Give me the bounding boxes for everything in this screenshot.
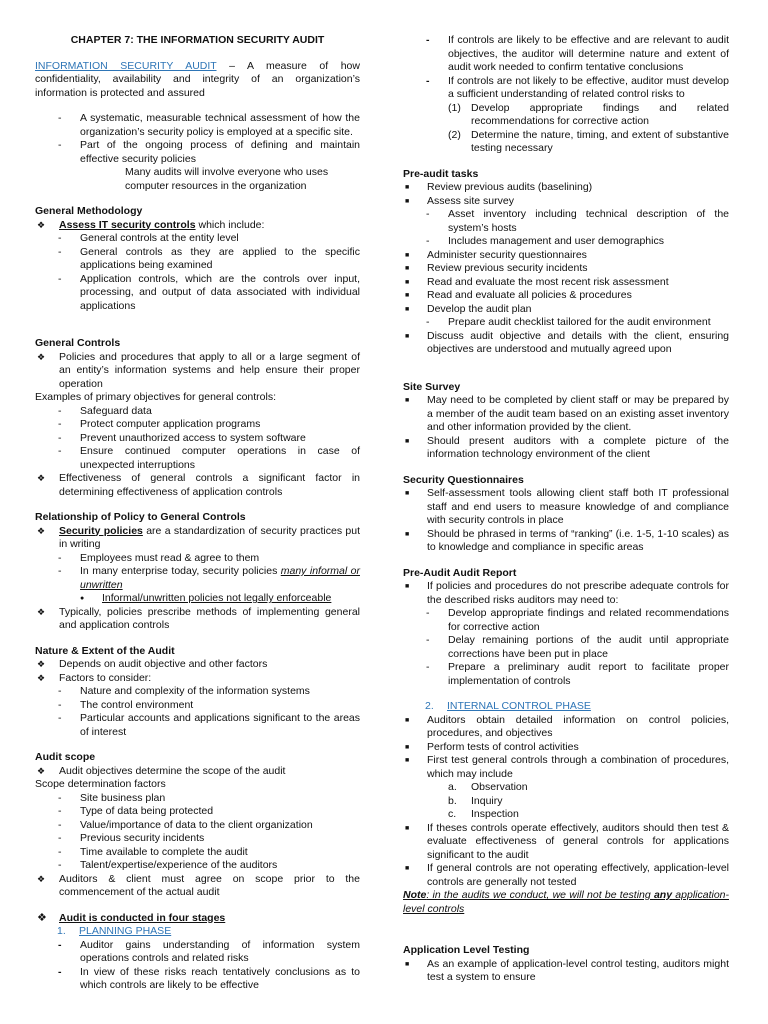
list-item: ■ May need to be completed by client staff or may be prepared by a member of the audit team based on an existing asset inventory and other information provided by the client. <box>405 394 729 433</box>
stages-heading: ❖ Audit is conducted in four stages <box>37 911 226 924</box>
list-item: - Asset inventory including technical description of the system’s hosts <box>426 208 729 234</box>
list-item: ■ Self-assessment tools allowing client staff both IT professional staff and end users to measure knowledge of and compliance with security controls in place <box>405 487 729 526</box>
list-item: ■ Review previous audits (baselining) <box>405 181 593 193</box>
left-column <box>35 34 360 993</box>
section-heading-general-controls: General Controls <box>35 337 121 349</box>
list-item: - General controls as they are applied to the specific applications being examined <box>58 245 360 271</box>
list-item: ❖ Security policies are a standardization of security practices put in writing <box>37 524 360 550</box>
square-bullet-icon: ■ <box>405 865 410 872</box>
list-item: ■ Develop the audit plan <box>405 302 532 315</box>
list-item: ❖ Effectiveness of general controls a significant factor in determining effectiveness of application controls <box>37 472 360 498</box>
list-item: ❖ Auditors & client must agree on scope prior to the commencement of the actual audit <box>37 872 360 898</box>
list-item: ● Informal/unwritten policies not legally enforceable <box>80 592 332 604</box>
list-item: ■ Discuss audit objective and details with the client, ensuring objectives are understood and mutually agreed upon <box>405 329 729 355</box>
square-bullet-icon: ■ <box>405 716 410 724</box>
list-item: - Nature and complexity of the information systems <box>58 685 310 697</box>
list-item: ■ If policies and procedures do not prescribe adequate controls for the described risks auditors may need to: <box>405 580 729 606</box>
list-item: - Prepare audit checklist tailored for the audit environment <box>426 316 711 328</box>
list-item: - General controls at the entity level <box>58 232 239 244</box>
section-heading-site-survey: Site Survey <box>403 380 461 393</box>
phase-heading: 1. PLANNING PHASE <box>57 925 172 937</box>
list-item: - Prepare a preliminary audit report to facilitate proper implementation of controls <box>426 661 729 687</box>
list-item: - Protect computer application programs <box>58 418 261 430</box>
list-item: ■ Auditors obtain detailed information on control policies, procedures, and objectives <box>405 713 729 739</box>
section-heading-general-methodology: General Methodology <box>35 205 143 217</box>
list-item: - Safeguard data <box>58 404 152 417</box>
list-item: ■ Administer security questionnaires <box>405 248 587 261</box>
list-item: ❖ Assess IT security controls which include: <box>37 218 265 231</box>
list-item: - Value/importance of data to the client organization <box>58 818 313 831</box>
list-item: - In many enterprise today, security policies many informal or unwritten <box>58 565 360 591</box>
diamond-bullet-icon: ❖ <box>37 672 46 683</box>
list-item: - Delay remaining portions of the audit until appropriate corrections have been put in place <box>426 634 729 660</box>
square-bullet-icon: ■ <box>405 251 410 259</box>
list-item: - Application controls, which are the controls over input, processing, and output of data associated with individual applications <box>58 272 360 312</box>
list-item: ■ As an example of application-level control testing, auditors might test a system to ensure <box>405 957 729 983</box>
list-item: - Employees must read & agree to them <box>58 551 260 564</box>
square-bullet-icon: ■ <box>405 332 410 340</box>
list-item: (1) Develop appropriate findings and related recommendations for corrective action <box>448 101 729 127</box>
scope-factors-label: Scope determination factors <box>35 778 166 790</box>
list-item: - Particular accounts and applications significant to the areas of interest <box>58 712 360 738</box>
square-bullet-icon: ■ <box>405 583 410 590</box>
section-heading-security-questionnaires: Security Questionnaires <box>403 473 524 486</box>
diamond-bullet-icon: ❖ <box>37 351 46 362</box>
list-item: - Part of the ongoing process of defining and maintain effective security policies <box>58 139 360 165</box>
list-item: ❖ Depends on audit objective and other factors <box>37 658 268 670</box>
list-item: - Ensure continued computer operations in case of unexpected interruptions <box>58 445 360 471</box>
square-bullet-icon: ■ <box>405 743 410 751</box>
definition-text: – A measure of how confidentiality, availability and integrity of an organization’s information is protected and assured <box>35 59 360 99</box>
diamond-bullet-icon: ❖ <box>37 219 46 230</box>
square-bullet-icon: ■ <box>405 305 410 313</box>
square-bullet-icon: ■ <box>405 490 410 497</box>
list-item: ■ Read and evaluate the most recent risk assessment <box>405 275 669 288</box>
list-item: - Time available to complete the audit <box>58 845 248 858</box>
examples-label: Examples of primary objectives for general controls: <box>35 391 277 403</box>
square-bullet-icon: ■ <box>405 530 410 538</box>
diamond-bullet-icon: ❖ <box>37 659 46 669</box>
list-item: - A systematic, measurable technical assessment of how the organization’s security policy is employed at a specific site. <box>58 112 360 138</box>
diamond-bullet-icon: ❖ <box>37 765 46 776</box>
list-item: ❖ Typically, policies prescribe methods of implementing general and application controls <box>37 605 360 631</box>
right-column <box>403 34 729 985</box>
list-item: ■ Review previous security incidents <box>405 262 588 274</box>
definition-note: Many audits will involve everyone who uses computer resources in the organization <box>125 166 329 192</box>
section-heading-nature-extent: Nature & Extent of the Audit <box>35 644 175 657</box>
diamond-bullet-icon: ❖ <box>37 606 46 617</box>
diamond-bullet-icon: ❖ <box>37 873 46 884</box>
chapter-title: CHAPTER 7: THE INFORMATION SECURITY AUDIT <box>70 34 325 46</box>
list-item: - Prevent unauthorized access to system software <box>58 431 306 444</box>
list-item: ■ Perform tests of control activities <box>405 740 579 753</box>
phase-heading: 2. INTERNAL CONTROL PHASE <box>425 700 591 712</box>
list-item: ■ If theses controls operate effectively, auditors should then test & evaluate effectiveness of general controls for applications significant to the audit <box>405 821 729 861</box>
list-item: - Site business plan <box>58 791 166 804</box>
list-item: ■ First test general controls through a combination of procedures, which may include <box>405 754 729 780</box>
square-bullet-icon: ■ <box>405 197 410 205</box>
square-bullet-icon: ■ <box>405 278 410 286</box>
square-bullet-icon: ■ <box>405 960 410 968</box>
square-bullet-icon: ■ <box>405 265 410 272</box>
list-item: - Talent/expertise/experience of the auditors <box>58 859 278 871</box>
list-item: ❖ Audit objectives determine the scope of the audit <box>37 764 286 777</box>
square-bullet-icon: ■ <box>405 397 410 404</box>
square-bullet-icon: ■ <box>405 292 410 299</box>
list-item: (2) Determine the nature, timing, and extent of substantive testing necessary <box>448 128 729 154</box>
square-bullet-icon: ■ <box>405 757 410 764</box>
square-bullet-icon: ■ <box>405 824 410 832</box>
list-item: - In view of these risks reach tentatively conclusions as to which controls are likely to be effective <box>58 965 360 991</box>
list-item: - If controls are likely to be effective and are relevant to audit objectives, the auditor will determine nature and extent of audit work needed to confirm tentative conclusions <box>426 34 729 73</box>
section-heading-application-level: Application Level Testing <box>403 944 530 956</box>
square-bullet-icon: ■ <box>405 184 410 191</box>
list-item: - Auditor gains understanding of information system operations controls and related risks <box>58 938 360 964</box>
list-item: - Includes management and user demographics <box>426 235 664 247</box>
section-heading-relationship: Relationship of Policy to General Controls <box>35 511 246 523</box>
list-item: ■ Assess site survey <box>405 194 514 207</box>
list-item: ❖ Factors to consider: <box>37 671 152 684</box>
list-item: ■ Should be phrased in terms of “ranking” (i.e. 1-5, 1-10 scales) as to knowledge and compliance in specific areas <box>405 527 729 553</box>
note-paragraph: Note: in the audits we conduct, we will not be testing any application-level controls <box>403 889 729 915</box>
square-bullet-icon: ■ <box>405 437 410 445</box>
list-item: - If controls are not likely to be effective, auditor must develop a sufficient understanding of related control risks to <box>426 74 729 100</box>
list-item: - The control environment <box>58 698 194 711</box>
list-item: ■ Read and evaluate all policies & procedures <box>405 289 632 301</box>
diamond-bullet-icon: ❖ <box>37 473 46 483</box>
list-item: ❖ Policies and procedures that apply to all or a large segment of an entity’s information systems and help ensure their proper operation <box>37 350 360 390</box>
section-heading-audit-scope: Audit scope <box>35 751 96 763</box>
diamond-bullet-icon: ❖ <box>37 911 47 924</box>
list-item: - Previous security incidents <box>58 832 205 844</box>
section-heading-pre-audit: Pre-audit tasks <box>403 167 479 180</box>
diamond-bullet-icon: ❖ <box>37 525 46 536</box>
list-item: - Develop appropriate findings and related recommendations for corrective action <box>426 607 729 633</box>
list-item: ■ Should present auditors with a complete picture of the information technology environment of the client <box>405 434 729 460</box>
section-heading-pre-audit-report: Pre-Audit Audit Report <box>403 566 517 579</box>
definition-term: INFORMATION SECURITY AUDIT <box>35 59 217 72</box>
list-item: c. Inspection <box>448 808 519 820</box>
list-item: b. Inquiry <box>448 794 503 807</box>
definition-paragraph <box>35 60 360 101</box>
list-item: a. Observation <box>448 781 528 793</box>
list-item: ■ If general controls are not operating effectively, application-level controls are generally not tested <box>405 862 729 888</box>
list-item: - Type of data being protected <box>58 805 214 817</box>
